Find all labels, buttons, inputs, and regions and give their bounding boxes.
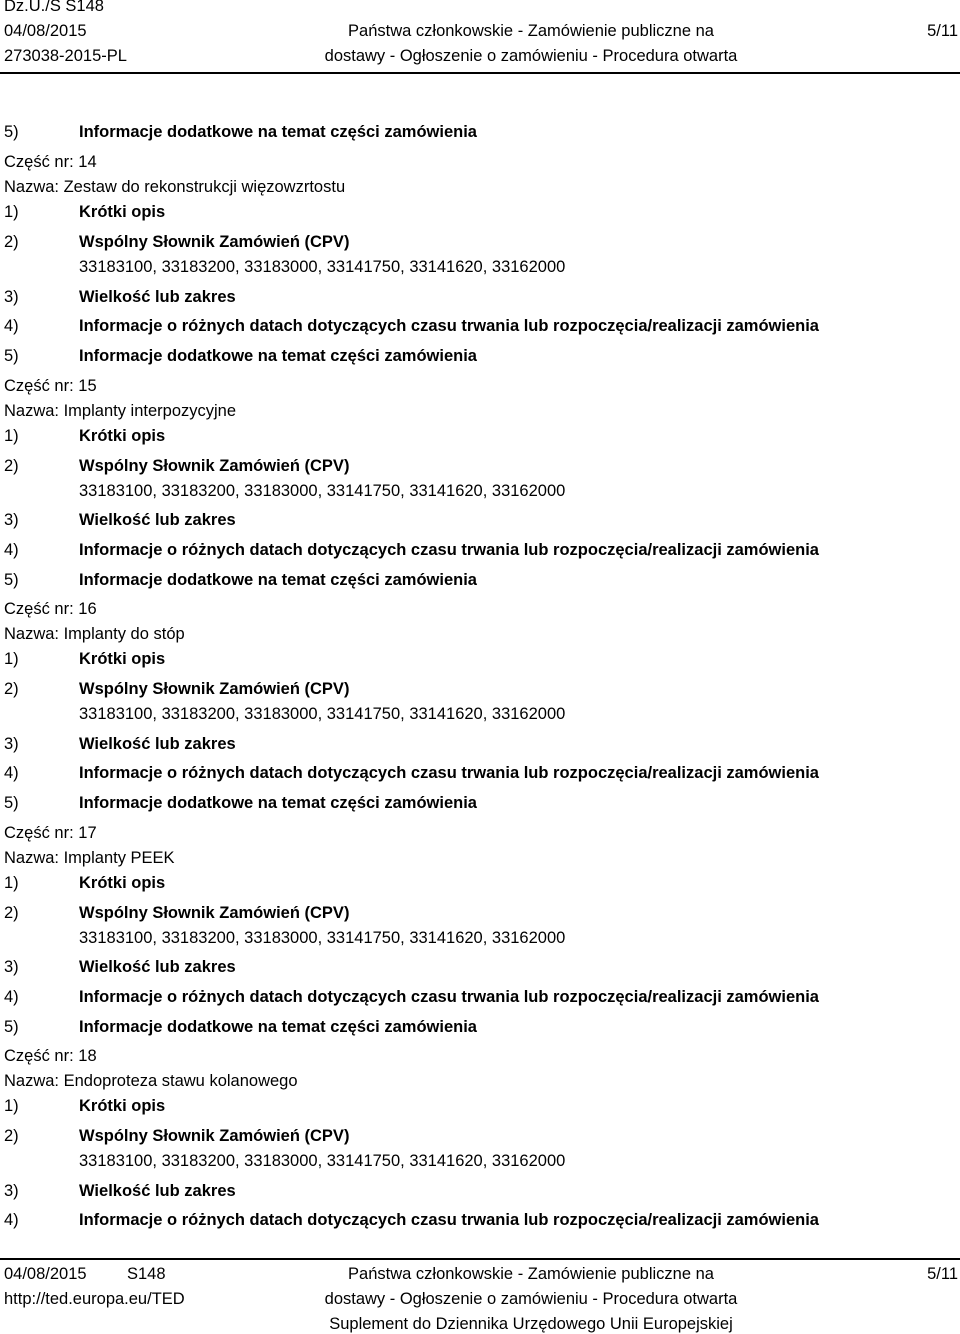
footer-date: 04/08/2015 [4,1265,87,1283]
section-cpv: Wspólny Słownik Zamówień (CPV) [79,457,350,475]
header-divider [0,72,960,74]
section-quantity: Wielkość lub zakres [79,958,236,976]
header-title-line1: Państwa członkowskie - Zamówienie publiczne na [348,22,714,40]
section-number: 5) [4,571,19,589]
section-additional-info: Informacje dodatkowe na temat części zamówienia [79,123,477,141]
section-cpv: Wspólny Słownik Zamówień (CPV) [79,233,350,251]
section-number: 5) [4,1018,19,1036]
section-number: 5) [4,347,19,365]
cpv-codes: 33183100, 33183200, 33183000, 33141750, 33141620, 33162000 [79,929,566,947]
section-short-description: Krótki opis [79,874,166,892]
cpv-codes: 33183100, 33183200, 33183000, 33141750, 33141620, 33162000 [79,258,566,276]
section-cpv: Wspólny Słownik Zamówień (CPV) [79,680,350,698]
section-number: 5) [4,794,19,812]
part-name: Nazwa: Endoproteza stawu kolanowego [4,1072,298,1090]
section-short-description: Krótki opis [79,203,166,221]
section-number: 2) [4,680,19,698]
section-number: 1) [4,427,19,445]
section-short-description: Krótki opis [79,427,166,445]
cpv-codes: 33183100, 33183200, 33183000, 33141750, 33141620, 33162000 [79,705,566,723]
part-number: Część nr: 17 [4,824,97,842]
footer-page-number: 5/11 [927,1265,958,1283]
section-number: 3) [4,511,19,529]
section-quantity: Wielkość lub zakres [79,1182,236,1200]
section-number: 3) [4,735,19,753]
section-dates: Informacje o różnych datach dotyczących czasu trwania lub rozpoczęcia/realizacji zamówienia [79,541,819,559]
section-number: 4) [4,541,19,559]
section-number: 2) [4,457,19,475]
footer-title-line1: Państwa członkowskie - Zamówienie publiczne na [348,1265,714,1283]
section-cpv: Wspólny Słownik Zamówień (CPV) [79,904,350,922]
notice-reference: 273038-2015-PL [4,47,127,65]
part-name: Nazwa: Zestaw do rekonstrukcji więzowzrtostu [4,178,346,196]
footer-series: S148 [127,1265,166,1283]
section-number: 4) [4,764,19,782]
section-number: 2) [4,904,19,922]
section-number: 1) [4,203,19,221]
part-name: Nazwa: Implanty do stóp [4,625,185,643]
section-additional-info: Informacje dodatkowe na temat części zamówienia [79,347,477,365]
section-number: 2) [4,233,19,251]
section-additional-info: Informacje dodatkowe na temat części zamówienia [79,1018,477,1036]
section-short-description: Krótki opis [79,1097,166,1115]
part-name: Nazwa: Implanty PEEK [4,849,175,867]
section-number: 4) [4,317,19,335]
section-number: 1) [4,1097,19,1115]
section-dates: Informacje o różnych datach dotyczących czasu trwania lub rozpoczęcia/realizacji zamówienia [79,1211,819,1229]
section-additional-info: Informacje dodatkowe na temat części zamówienia [79,571,477,589]
section-dates: Informacje o różnych datach dotyczących czasu trwania lub rozpoczęcia/realizacji zamówienia [79,317,819,335]
header-title-line2: dostawy - Ogłoszenie o zamówieniu - Procedura otwarta [324,47,738,65]
cpv-codes: 33183100, 33183200, 33183000, 33141750, 33141620, 33162000 [79,482,566,500]
section-dates: Informacje o różnych datach dotyczących czasu trwania lub rozpoczęcia/realizacji zamówienia [79,988,819,1006]
section-quantity: Wielkość lub zakres [79,735,236,753]
part-number: Część nr: 16 [4,600,97,618]
header-page-number: 5/11 [927,22,958,40]
footer-title-line3: Suplement do Dziennika Urzędowego Unii Europejskiej [329,1315,733,1333]
section-cpv: Wspólny Słownik Zamówień (CPV) [79,1127,350,1145]
journal-reference: Dz.U./S S148 [4,0,104,15]
section-number: 3) [4,958,19,976]
section-number: 5) [4,123,19,141]
section-dates: Informacje o różnych datach dotyczących czasu trwania lub rozpoczęcia/realizacji zamówienia [79,764,819,782]
section-number: 3) [4,288,19,306]
section-number: 3) [4,1182,19,1200]
section-number: 2) [4,1127,19,1145]
footer-url: http://ted.europa.eu/TED [4,1290,185,1308]
section-short-description: Krótki opis [79,650,166,668]
section-number: 4) [4,1211,19,1229]
footer-divider [0,1258,960,1260]
section-additional-info: Informacje dodatkowe na temat części zamówienia [79,794,477,812]
part-number: Część nr: 18 [4,1047,97,1065]
part-number: Część nr: 15 [4,377,97,395]
cpv-codes: 33183100, 33183200, 33183000, 33141750, 33141620, 33162000 [79,1152,566,1170]
section-quantity: Wielkość lub zakres [79,288,236,306]
part-name: Nazwa: Implanty interpozycyjne [4,402,237,420]
header-date: 04/08/2015 [4,22,87,40]
part-number: Część nr: 14 [4,153,97,171]
section-number: 1) [4,650,19,668]
footer-title-line2: dostawy - Ogłoszenie o zamówieniu - Procedura otwarta [324,1290,738,1308]
section-number: 1) [4,874,19,892]
section-number: 4) [4,988,19,1006]
section-quantity: Wielkość lub zakres [79,511,236,529]
